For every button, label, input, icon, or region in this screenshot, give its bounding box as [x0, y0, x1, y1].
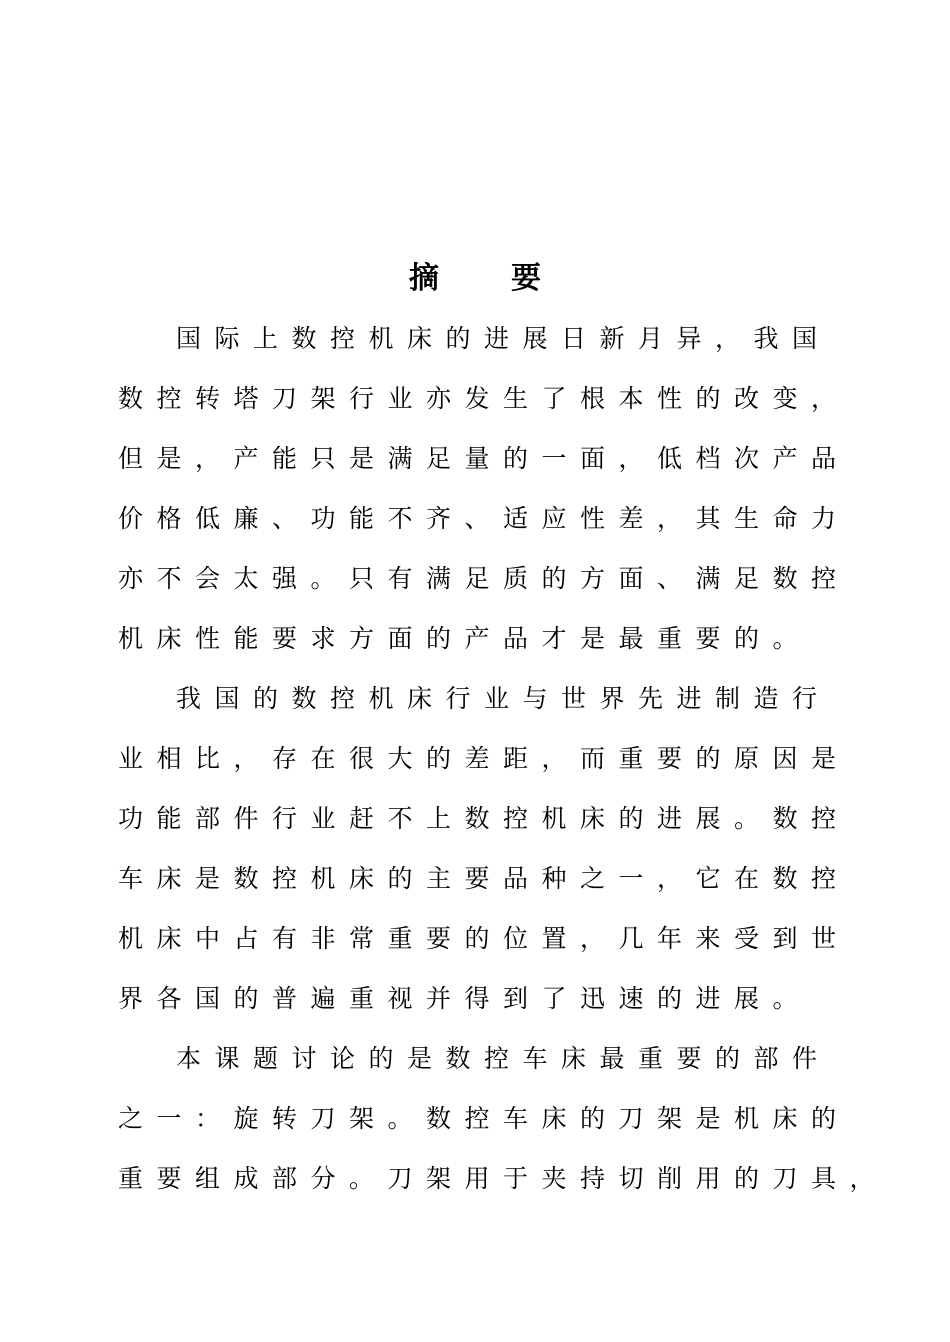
paragraph-1-line-3: 但是，产能只是满足量的一面，低档次产品 [118, 444, 850, 473]
paragraph-1-line-2: 数控转塔刀架行业亦发生了根本性的改变， [118, 384, 850, 413]
paragraph-2-line-1: 我国的数控机床行业与世界先进制造行 [176, 684, 831, 713]
paragraph-2-line-6: 界各国的普遍重视并得到了迅速的进展。 [118, 984, 812, 1013]
paragraph-2-line-5: 机床中占有非常重要的位置，几年来受到世 [118, 924, 850, 953]
abstract-title-char-1: 摘 [409, 261, 439, 296]
paragraph-1-line-1: 国际上数控机床的进展日新月异，我国 [176, 324, 831, 353]
paragraph-3-line-3: 重要组成部分。刀架用于夹持切削用的刀具， [118, 1164, 889, 1193]
paragraph-2-line-4: 车床是数控机床的主要品种之一，它在数控 [118, 864, 850, 893]
paragraph-1-line-5: 亦不会太强。只有满足质的方面、满足数控 [118, 564, 850, 593]
abstract-title-char-2: 要 [511, 261, 541, 296]
paragraph-2-line-2: 业相比，存在很大的差距，而重要的原因是 [118, 744, 850, 773]
paragraph-1-line-4: 价格低廉、功能不齐、适应性差，其生命力 [118, 504, 850, 533]
paragraph-1-line-6: 机床性能要求方面的产品才是最重要的。 [118, 624, 812, 653]
paragraph-3-line-2: 之一：旋转刀架。数控车床的刀架是机床的 [118, 1104, 850, 1133]
paragraph-3-line-1: 本课题讨论的是数控车床最重要的部件 [176, 1044, 831, 1073]
abstract-title [0, 256, 950, 302]
paragraph-2-line-3: 功能部件行业赶不上数控机床的进展。数控 [118, 804, 850, 833]
